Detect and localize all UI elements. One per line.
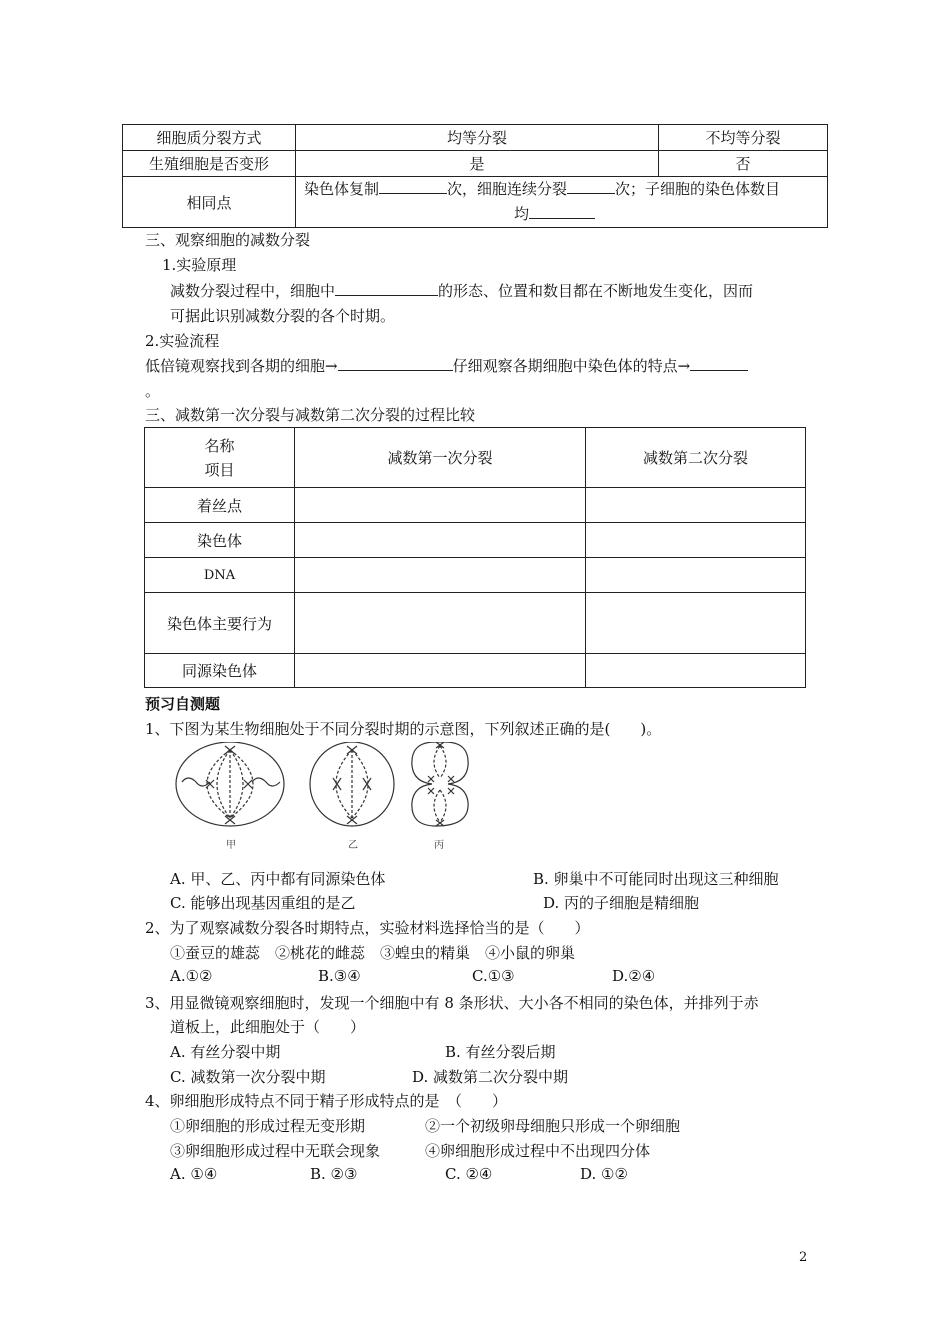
question-stem: 2、为了观察减数分裂各时期特点，实验材料选择恰当的是（ ）: [145, 919, 590, 937]
text: 的形态、位置和数目都在不断地发生变化，因而: [438, 282, 754, 300]
statement: ②一个初级卵母细胞只形成一个卵细胞: [425, 1117, 681, 1135]
text: 染色体复制: [304, 180, 380, 198]
option-c: C. ②④: [445, 1165, 493, 1183]
option-d: D. 减数第二次分裂中期: [412, 1068, 569, 1086]
fig-label: 丙: [434, 840, 444, 851]
table-cell: [295, 654, 586, 688]
option-c: C.①③: [472, 967, 515, 985]
table-cell: [295, 523, 586, 558]
paragraph: 可据此识别减数分裂的各个时期。: [170, 307, 396, 325]
option-a: A.①②: [170, 967, 213, 985]
text: 减数分裂过程中，细胞中: [170, 282, 336, 300]
option-c: C. 减数第一次分裂中期: [170, 1068, 326, 1086]
text: 次，细胞连续分裂: [447, 180, 568, 198]
table-cell: 是: [296, 151, 659, 177]
same-points-cell: [296, 177, 828, 228]
option-b: B. 卵巢中不可能同时出现这三种细胞: [533, 870, 779, 888]
statement: ④卵细胞形成过程中不出现四分体: [425, 1142, 651, 1160]
section-title: 三、减数第一次分裂与减数第二次分裂的过程比较: [145, 406, 476, 424]
text: 仔细观察各期细胞中染色体的特点→: [452, 357, 691, 375]
row-label: 染色体: [145, 523, 295, 558]
row-label: 着丝点: [145, 488, 295, 523]
option-a: A. ①④: [170, 1165, 218, 1183]
table-cell: [586, 523, 806, 558]
quiz-title: 预习自测题: [145, 695, 221, 713]
table-cell: [295, 593, 586, 654]
paragraph: [145, 355, 748, 376]
row-label: DNA: [145, 558, 295, 593]
text: 低倍镜观察找到各期的细胞→: [145, 357, 338, 375]
option-a: A. 甲、乙、丙中都有同源染色体: [170, 870, 386, 888]
page-number: 2: [799, 1250, 808, 1265]
table-cell: [586, 488, 806, 523]
text: 均: [514, 205, 530, 223]
header-cell: 减数第二次分裂: [586, 428, 806, 488]
row-label: 染色体主要行为: [145, 593, 295, 654]
table-cell: 细胞质分裂方式: [123, 125, 296, 151]
subsection-title: 1.实验原理: [162, 256, 237, 274]
statement: ①卵细胞的形成过程无变形期: [170, 1117, 366, 1135]
fig-label: 乙: [348, 840, 358, 851]
option-b: B.③④: [318, 967, 361, 985]
table-cell: [295, 488, 586, 523]
header-cell: [145, 428, 295, 488]
option-d: D.②④: [612, 967, 656, 985]
table-cell: 均等分裂: [296, 125, 659, 151]
option-b: B. ②③: [310, 1165, 358, 1183]
table-cell: [586, 593, 806, 654]
cell-yi: [310, 742, 394, 826]
options-line: ①蚕豆的雄蕊 ②桃花的雌蕊 ③蝗虫的精巢 ④小鼠的卵巢: [170, 944, 576, 962]
option-d: D. 丙的子细胞是精细胞: [543, 894, 700, 912]
table-cell: [295, 558, 586, 593]
table-cell: 不均等分裂: [659, 125, 828, 151]
table-cell: [586, 558, 806, 593]
fig-label: 甲: [226, 840, 236, 851]
option-b: B. 有丝分裂后期: [445, 1043, 556, 1061]
statement: ③卵细胞形成过程中无联会现象: [170, 1142, 381, 1160]
paragraph: 。: [145, 382, 161, 400]
subsection-title: 2.实验流程: [145, 332, 220, 350]
row-label: 同源染色体: [145, 654, 295, 688]
compare-table: [144, 427, 806, 688]
question-stem: 4、卵细胞形成特点不同于精子形成特点的是 （ ）: [145, 1092, 508, 1110]
text: 次；子细胞的染色体数目: [615, 180, 781, 198]
question-stem: 道板上，此细胞处于（ ）: [170, 1018, 366, 1036]
table-cell: [586, 654, 806, 688]
header-cell: 减数第一次分裂: [295, 428, 586, 488]
section-title: 三、观察细胞的减数分裂: [145, 231, 311, 249]
option-a: A. 有丝分裂中期: [170, 1043, 281, 1061]
table-cell: 否: [659, 151, 828, 177]
option-c: C. 能够出现基因重组的是乙: [170, 894, 356, 912]
cell-division-figure: [170, 742, 530, 852]
cell-jia: [176, 742, 284, 826]
question-stem: 3、用显微镜观察细胞时，发现一个细胞中有 8 条形状、大小各不相同的染色体，并排列于赤: [145, 994, 759, 1012]
top-table: [122, 124, 828, 228]
text: 名称: [204, 436, 235, 455]
text: 项目: [204, 460, 235, 479]
paragraph: [170, 280, 753, 301]
cell-bing: [412, 742, 468, 826]
table-cell: 生殖细胞是否变形: [123, 151, 296, 177]
option-d: D. ①②: [580, 1165, 628, 1183]
question-stem: 1、下图为某生物细胞处于不同分裂时期的示意图，下列叙述正确的是( )。: [145, 720, 662, 738]
table-cell: 相同点: [123, 177, 296, 228]
